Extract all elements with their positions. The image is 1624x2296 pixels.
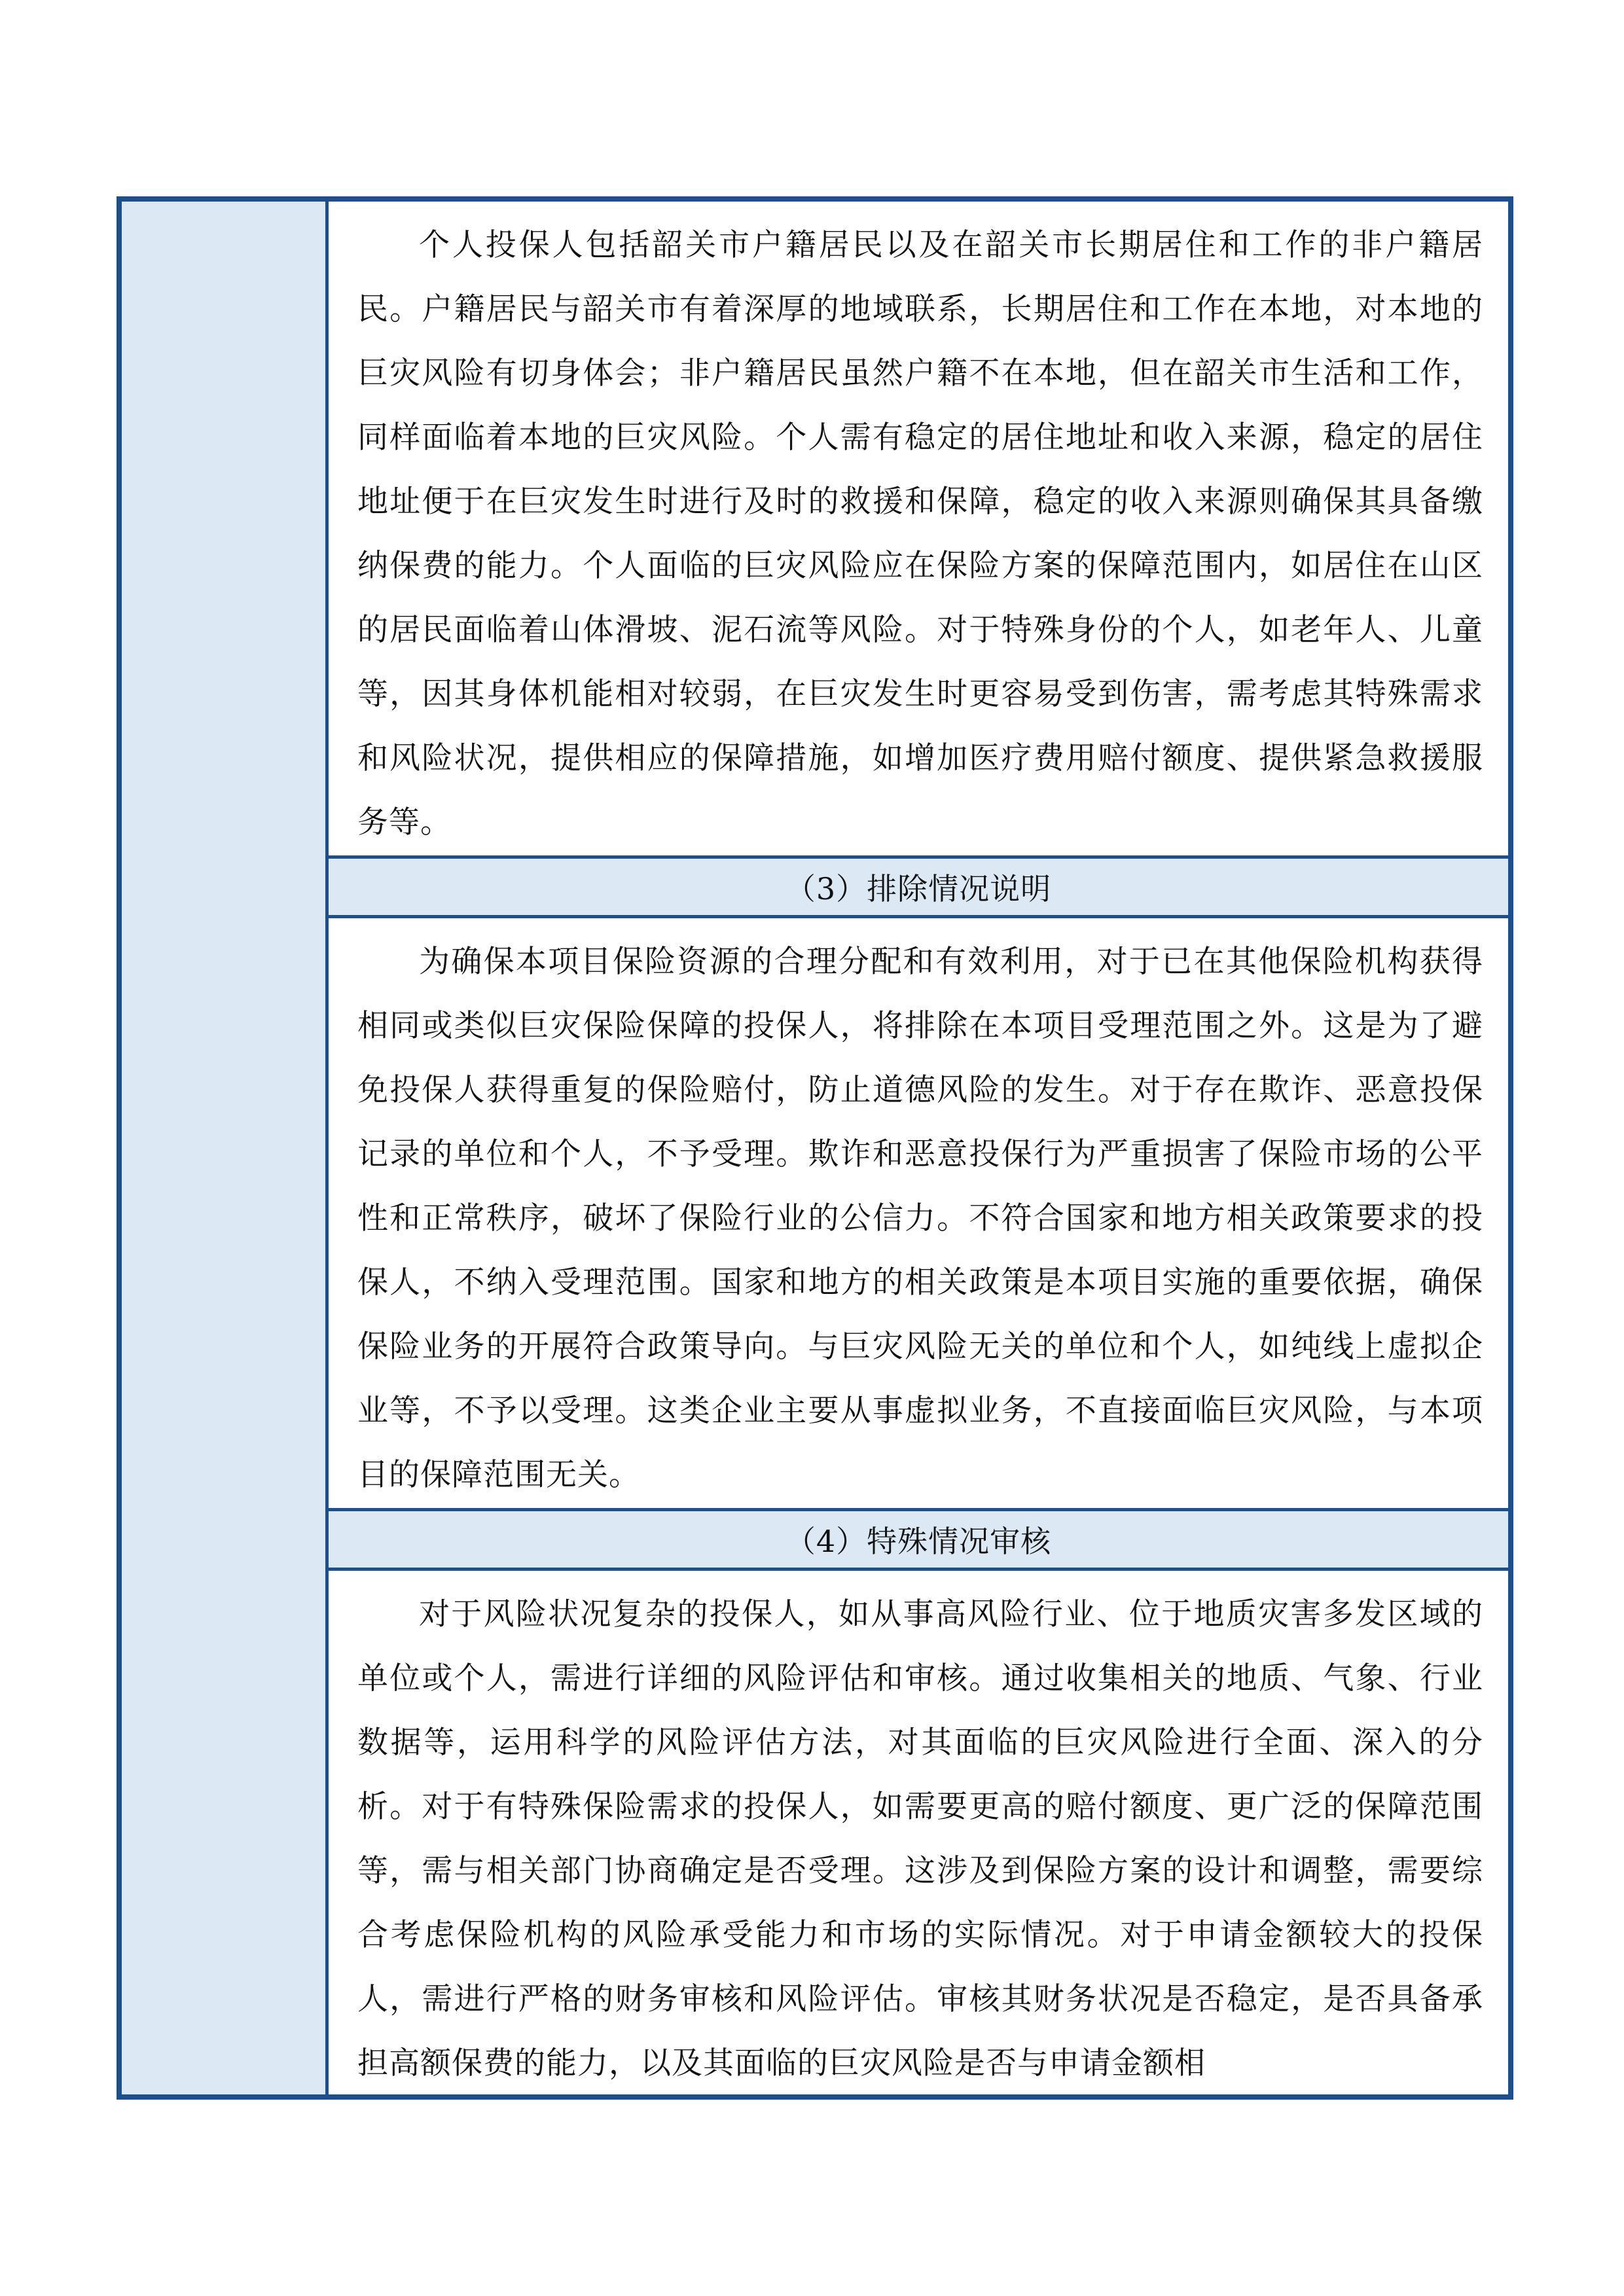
document-table [117,196,1513,2100]
exclusion-paragraph: 为确保本项目保险资源的合理分配和有效利用，对于已在其他保险机构获得相同或类似巨灾保险保障的投保人，将排除在本项目受理范围之外。这是为了避免投保人获得重复的保险赔付，防止道德风险的发生。对于存在欺诈、恶意投保记录的单位和个人，不予受理。欺诈和恶意投保行为严重损害了保险市场的公平性和正常秩序，破坏了保险行业的公信力。不符合国家和地方相关政策要求的投保人，不纳入受理范围。国家和地方的相关政策是本项目实施的重要依据，确保保险业务的开展符合政策导向。与巨灾风险无关的单位和个人，如纯线上虚拟企业等，不予以受理。这类企业主要从事虚拟业务，不直接面临巨灾风险，与本项目的保障范围无关。 [357,943,1483,1493]
table-side-column [122,202,329,2094]
table-content-column [329,202,1508,2094]
individual-applicant-paragraph: 个人投保人包括韶关市户籍居民以及在韶关市长期居住和工作的非户籍居民。户籍居民与韶关市有着深厚的地域联系，长期居住和工作在本地，对本地的巨灾风险有切身体会；非户籍居民虽然户籍不在本地，但在韶关市生活和工作，同样面临着本地的巨灾风险。个人需有稳定的居住地址和收入来源，稳定的居住地址便于在巨灾发生时进行及时的救援和保障，稳定的收入来源则确保其具备缴纳保费的能力。个人面临的巨灾风险应在保险方案的保障范围内，如居住在山区的居民面临着山体滑坡、泥石流等风险。对于特殊身份的个人，如老年人、儿童等，因其身体机能相对较弱，在巨灾发生时更容易受到伤害，需考虑其特殊需求和风险状况，提供相应的保障措施，如增加医疗费用赔付额度、提供紧急救援服务等。 [357,227,1483,840]
exclusion-section-heading: （3）排除情况说明 [329,855,1508,918]
special-review-section-heading: （4）特殊情况审核 [329,1508,1508,1571]
special-review-paragraph: 对于风险状况复杂的投保人，如从事高风险行业、位于地质灾害多发区域的单位或个人，需进行详细的风险评估和审核。通过收集相关的地质、气象、行业数据等，运用科学的风险评估方法，对其面临的巨灾风险进行全面、深入的分析。对于有特殊保险需求的投保人，如需要更高的赔付额度、更广泛的保障范围等，需与相关部门协商确定是否受理。这涉及到保险方案的设计和调整，需要综合考虑保险机构的风险承受能力和市场的实际情况。对于申请金额较大的投保人，需进行严格的财务审核和风险评估。审核其财务状况是否稳定，是否具备承担高额保费的能力，以及其面临的巨灾风险是否与申请金额相 [357,1596,1483,2082]
